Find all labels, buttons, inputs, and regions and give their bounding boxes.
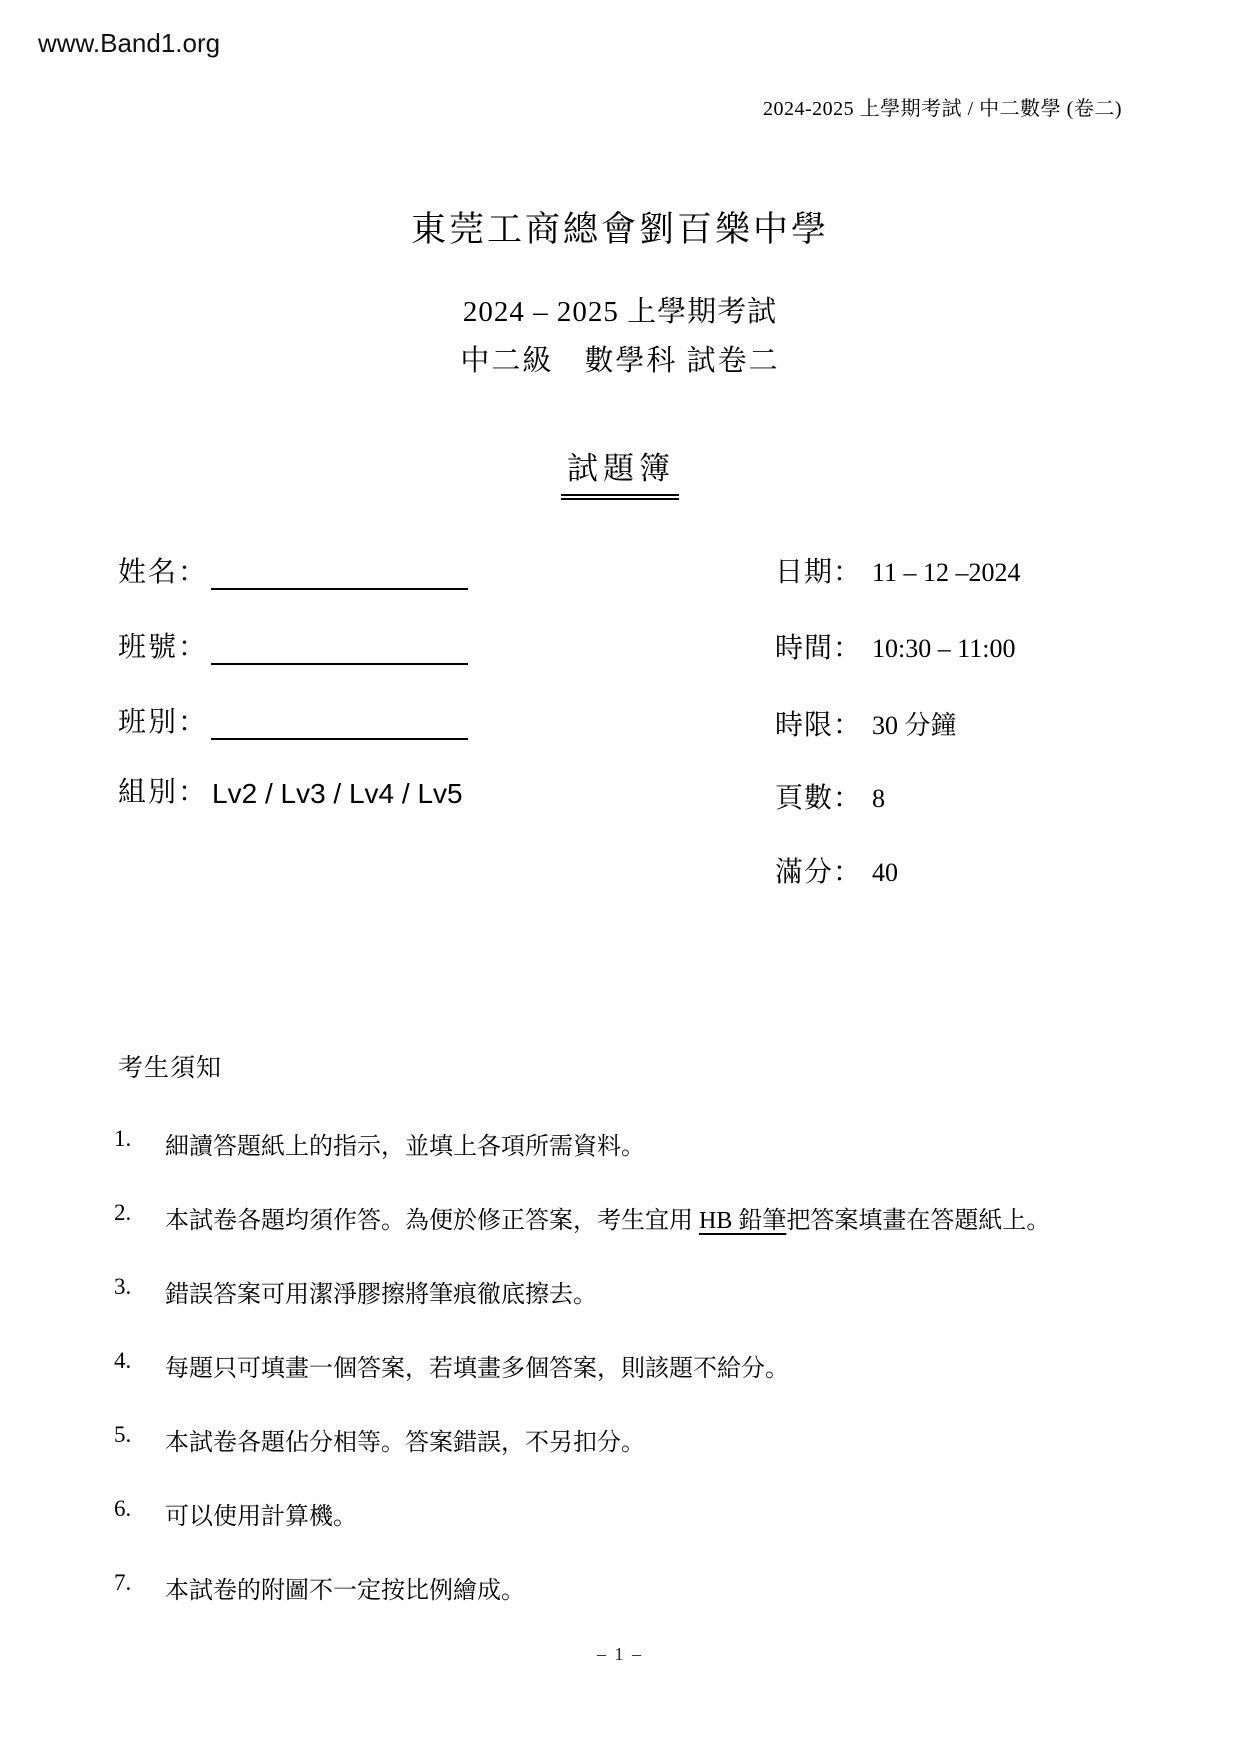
item-text: 每題只可填畫一個答案，若填畫多個答案，則該題不給分。 xyxy=(165,1356,789,1382)
notice-item-7 xyxy=(114,1570,1114,1605)
full-marks-label: 滿分： xyxy=(775,856,863,887)
page-header-right: 2024-2025 上學期考試 / 中二數學 (卷二) xyxy=(762,98,1122,120)
pages-value: 8 xyxy=(872,784,886,813)
item-text: 可以使用計算機。 xyxy=(165,1504,357,1530)
item-text-post: 把答案填畫在答題紙上。 xyxy=(786,1208,1051,1234)
group-options: Lv2 / Lv3 / Lv4 / Lv5 xyxy=(212,778,463,809)
notice-item-4 xyxy=(114,1348,1114,1383)
class-label: 班別： xyxy=(118,706,209,737)
full-marks-value: 40 xyxy=(872,858,899,887)
group-field-row xyxy=(118,770,463,810)
class-field-row xyxy=(118,700,468,740)
item-number: 2. xyxy=(114,1200,132,1225)
time-value: 10:30 – 11:00 xyxy=(872,634,1016,663)
date-row xyxy=(775,550,1021,590)
notice-item-2 xyxy=(114,1200,1114,1235)
group-label: 組別： xyxy=(118,776,209,807)
watermark: www.Band1.org xyxy=(38,28,221,58)
paper-title: 中二級 數學科 試卷二 xyxy=(460,345,780,377)
name-field-row xyxy=(118,550,468,590)
school-name: 東莞工商總會劉百樂中學 xyxy=(410,210,829,249)
pages-row xyxy=(775,776,885,816)
booklet-title-wrap xyxy=(0,443,1240,500)
item-number: 5. xyxy=(114,1422,132,1447)
duration-row xyxy=(775,703,957,743)
booklet-title: 試題簿 xyxy=(561,443,679,500)
item-text: 細讀答題紙上的指示，並填上各項所需資料。 xyxy=(165,1134,645,1160)
item-text xyxy=(165,1200,1050,1235)
notice-item-3 xyxy=(114,1274,1114,1309)
page-number: – 1 – xyxy=(597,1644,643,1664)
item-text-pre: 本試卷各題均須作答。為便於修正答案，考生宜用 xyxy=(165,1208,699,1234)
item-text: 本試卷的附圖不一定按比例繪成。 xyxy=(165,1578,525,1604)
time-label: 時間： xyxy=(775,632,863,663)
name-label: 姓名： xyxy=(118,556,209,587)
pages-label: 頁數： xyxy=(775,782,863,813)
item-text-underlined: HB 鉛筆 xyxy=(699,1208,787,1234)
duration-value: 30 分鐘 xyxy=(872,711,957,740)
class-number-label: 班號： xyxy=(118,631,209,662)
item-text: 錯誤答案可用潔淨膠擦將筆痕徹底擦去。 xyxy=(165,1282,597,1308)
full-marks-row xyxy=(775,850,898,890)
item-number: 3. xyxy=(114,1274,132,1299)
item-number: 6. xyxy=(114,1496,132,1521)
time-row xyxy=(775,626,1016,666)
class-blank-line xyxy=(211,702,468,740)
item-number: 4. xyxy=(114,1348,132,1373)
name-blank-line xyxy=(211,552,468,590)
duration-label: 時限： xyxy=(775,709,863,740)
class-number-field-row xyxy=(118,625,468,665)
class-number-blank-line xyxy=(211,627,468,665)
notice-item-1 xyxy=(114,1126,1114,1161)
notice-item-5 xyxy=(114,1422,1114,1457)
date-value: 11 – 12 –2024 xyxy=(872,558,1021,587)
date-label: 日期： xyxy=(775,556,863,587)
item-number: 1. xyxy=(114,1126,132,1151)
notice-title: 考生須知 xyxy=(118,1054,223,1082)
exam-session-title: 2024 – 2025 上學期考試 xyxy=(462,296,778,328)
item-number: 7. xyxy=(114,1570,132,1595)
item-text: 本試卷各題佔分相等。答案錯誤，不另扣分。 xyxy=(165,1430,645,1456)
notice-item-6 xyxy=(114,1496,1114,1531)
